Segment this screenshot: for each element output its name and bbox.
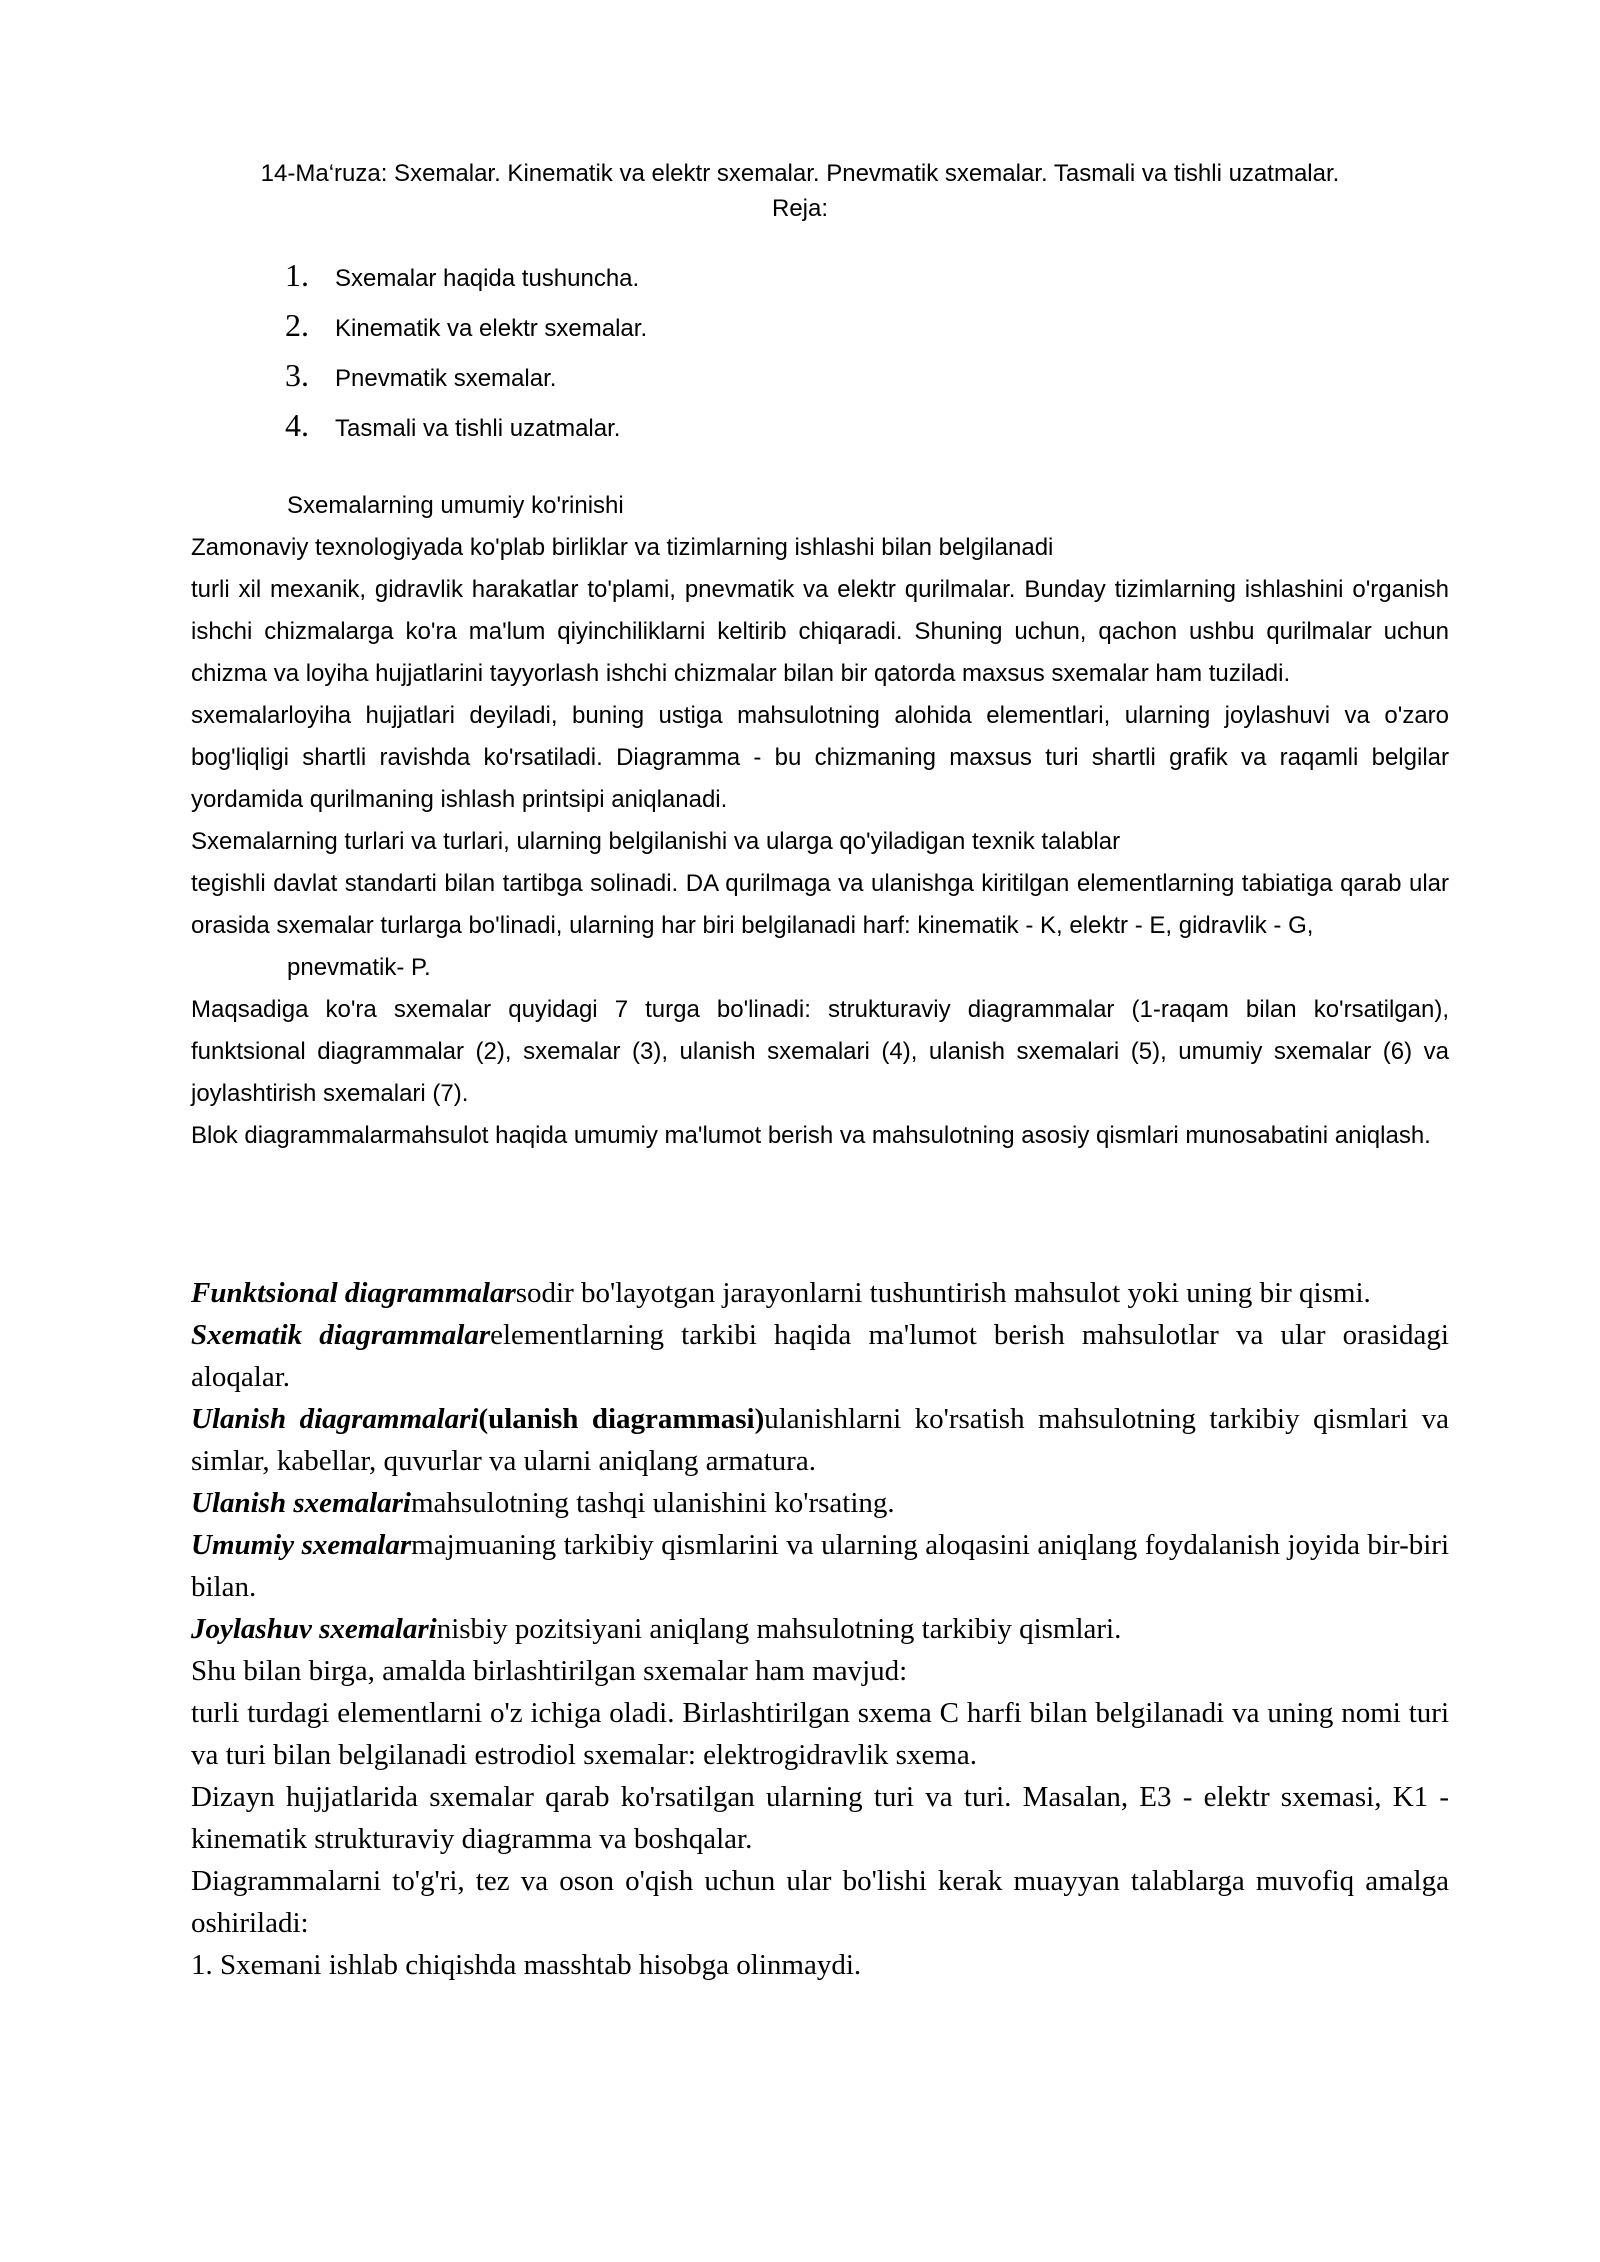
definition-text: ulanishlarni ko'rsatish mahsulotning tarkibiy qismlari va simlar, kabellar, quvurlar va ularni aniqlang armatura. [191,1403,1449,1477]
paragraph: Sxemalarning turlari va turlari, ularning belgilanishi va ularga qo'yiladigan texnik talablar [191,828,1121,855]
definition-text: nisbiy pozitsiyani aniqlang mahsulotning tarkibiy qismlari. [436,1613,1122,1645]
definition-term: Umumiy sxemalar [191,1529,412,1561]
paragraph: Shu bilan birga, amalda birlashtirilgan sxemalar ham mavjud: [191,1655,908,1687]
definition-term: Joylashuv sxemalari [191,1613,437,1645]
definition-text: elementlarning tarkibi haqida ma'lumot berish mahsulotlar va ular orasidagi aloqalar. [191,1319,1449,1393]
document-header [150,156,1450,226]
paragraph: sxemalarloyiha hujjatlari deyiladi, buning ustiga mahsulotning alohida elementlari, ularning joylashuvi va o'zaro bog'liqligi shartli ravishda ko'rsatiladi. Diagramma - bu chizmaning maxsus turi shartli grafik va raqamli belgilar yordamida qurilmaning ishlash printsipi aniqlanadi. [191,702,1449,813]
paragraph: turli xil mexanik, gidravlik harakatlar to'plami, pnevmatik va elektr qurilmalar. Bunday tizimlarning ishlashini o'rganish ishchi chizmalarga ko'ra ma'lum qiyinchiliklarni keltirib chiqaradi. Shuning uchun, qachon ushbu qurilmalar uchun chizma va loyiha hujjatlarini tayyorlash ishchi chizmalar bilan bir qatorda maxsus sxemalar ham tuziladi. [191,576,1449,687]
definition-paragraph [191,1608,1449,1650]
plan-item-number: 3. [285,357,309,393]
definition-text: sodir bo'layotgan jarayonlarni tushuntirish mahsulot yoki uning bir qismi. [515,1277,1371,1309]
definition-term: Sxematik diagrammalar [191,1319,491,1351]
plan-item-text: Tasmali va tishli uzatmalar. [335,415,621,442]
definition-paragraph [191,1398,1449,1482]
body-section-sans [191,485,1449,1157]
plan-label: Reja: [771,195,829,222]
paragraph: tegishli davlat standarti bilan tartibga solinadi. DA qurilmaga va ulanishga kiritilgan elementlarning tabiatiga qarab ular orasida sxemalar turlarga bo'linadi, ularning har biri belgilanadi harf: kinematik - K, elektr - E, gidravlik - G, [191,870,1449,939]
paragraph: Blok diagrammalarmahsulot haqida umumiy ma'lumot berish va mahsulotning asosiy qismlari munosabatini aniqlash. [191,1122,1431,1149]
definition-text: mahsulotning tashqi ulanishini ko'rsating. [410,1487,895,1519]
plan-item-text: Sxemalar haqida tushuncha. [335,265,640,292]
definition-term-extra: (ulanish diagrammasi) [478,1403,765,1435]
paragraph: Diagrammalarni to'g'ri, tez va oson o'qish uchun ular bo'lishi kerak muayyan talablarga muvofiq amalga oshiriladi: [191,1865,1449,1939]
plan-item [285,357,647,407]
section-subheading: Sxemalarning umumiy ko'rinishi [287,492,624,519]
definition-term: Ulanish diagrammalari [191,1403,479,1435]
lecture-title: 14-Ma‘ruza: Sxemalar. Kinematik va elektr sxemalar. Pnevmatik sxemalar. Tasmali va tishli uzatmalar. [260,160,1340,187]
paragraph: turli turdagi elementlarni o'z ichiga oladi. Birlashtirilgan sxema C harfi bilan belgilanadi va uning nomi turi va turi bilan belgilanadi estrodiol sxemalar: elektrogidravlik sxema. [191,1697,1449,1771]
plan-item-number: 4. [285,407,309,443]
definition-paragraph [191,1524,1449,1608]
plan-item-text: Pnevmatik sxemalar. [335,365,557,392]
definition-text: majmuaning tarkibiy qismlarini va ularning aloqasini aniqlang foydalanish joyida bir-biri bilan. [191,1529,1449,1603]
definition-term: Funktsional diagrammalar [191,1277,516,1309]
plan-item-number: 1. [285,257,309,293]
paragraph: Zamonaviy texnologiyada ko'plab birliklar va tizimlarning ishlashi bilan belgilanadi [191,534,1054,561]
paragraph: Maqsadiga ko'ra sxemalar quyidagi 7 turga bo'linadi: strukturaviy diagrammalar (1-raqam bilan ko'rsatilgan), funktsional diagrammalar (2), sxemalar (3), ulanish sxemalari (4), ulanish sxemalari (5), umumiy sxemalar (6) va joylashtirish sxemalari (7). [191,996,1449,1107]
definition-paragraph [191,1272,1449,1314]
paragraph: Dizayn hujjatlarida sxemalar qarab ko'rsatilgan ularning turi va turi. Masalan, E3 - elektr sxemasi, K1 - kinematik strukturaviy diagramma va boshqalar. [191,1781,1449,1855]
body-section-serif [191,1272,1449,1986]
plan-list [285,257,647,457]
definition-paragraph [191,1314,1449,1398]
plan-item [285,307,647,357]
paragraph: 1. Sxemani ishlab chiqishda masshtab hisobga olinmaydi. [191,1949,862,1981]
plan-item-number: 2. [285,307,309,343]
plan-item-text: Kinematik va elektr sxemalar. [335,315,648,342]
definition-paragraph [191,1482,1449,1524]
definition-term: Ulanish sxemalari [191,1487,411,1519]
paragraph: pnevmatik- P. [287,954,431,981]
plan-item [285,257,647,307]
plan-item [285,407,647,457]
